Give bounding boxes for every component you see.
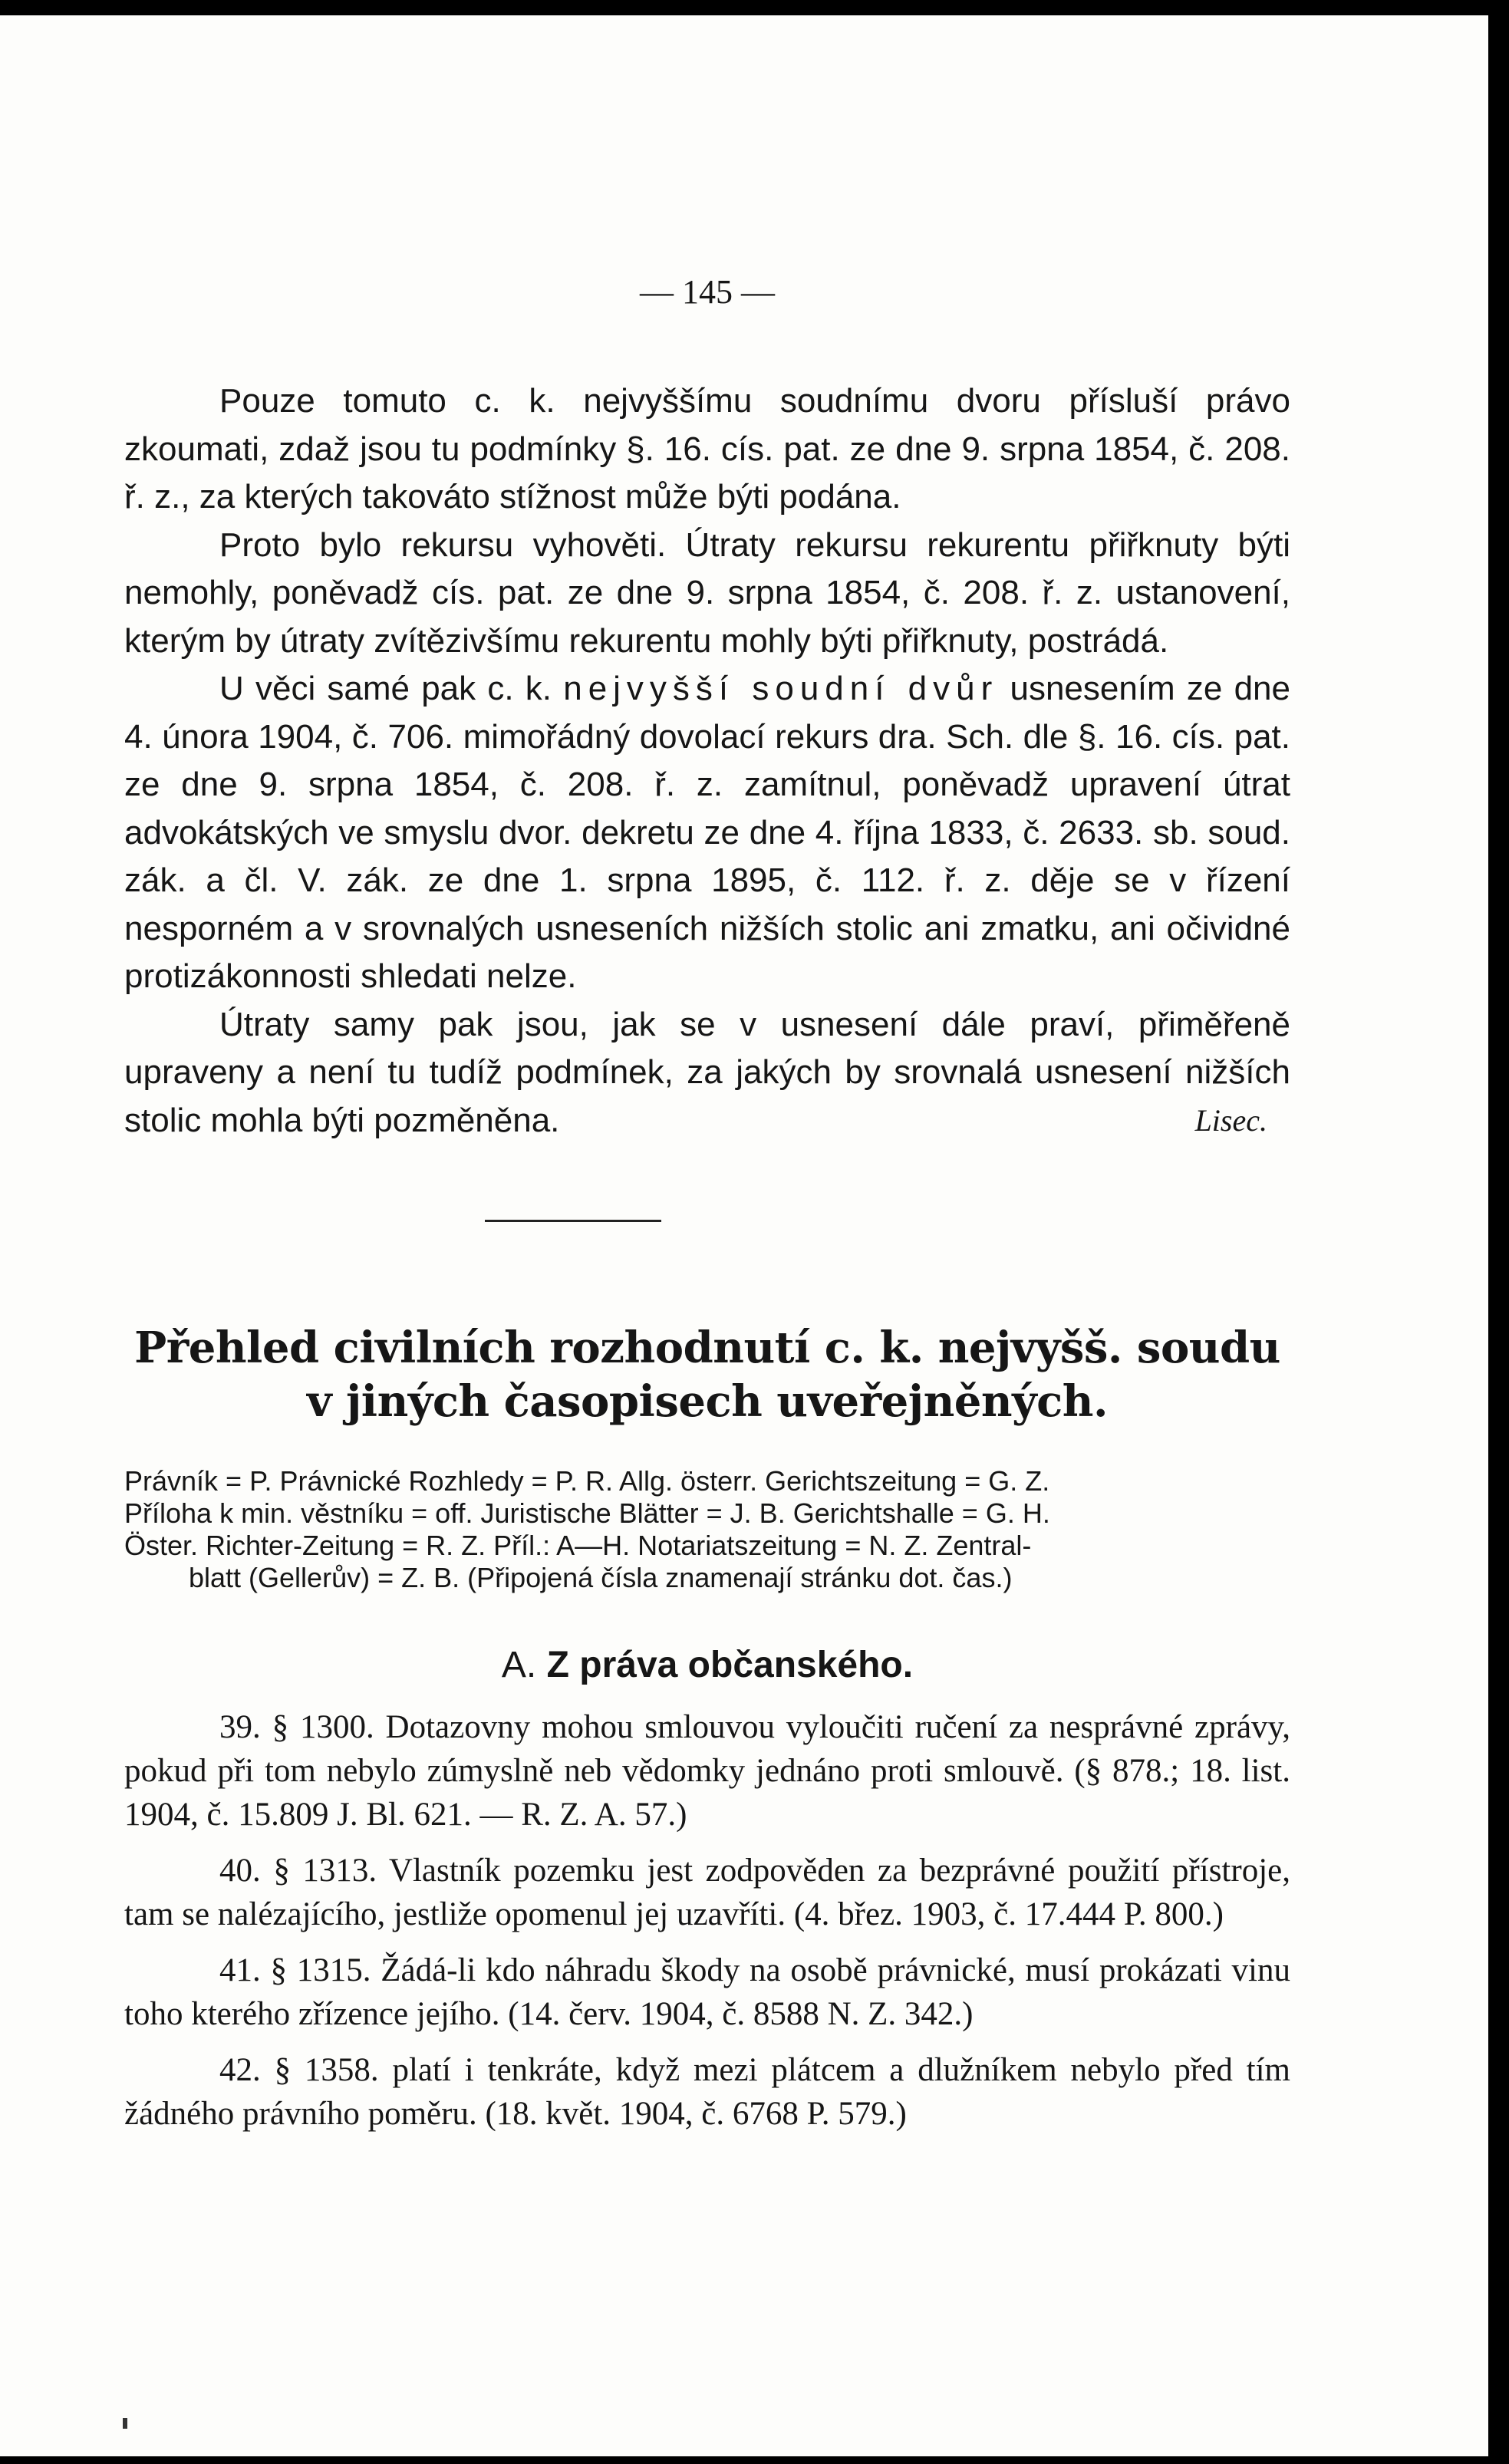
- abbreviation-line-4: blatt (Gellerův) = Z. B. (Připojená čísla znamenají stránku dot. čas.): [189, 1562, 1013, 1593]
- page-number: — 145 —: [640, 273, 775, 311]
- author-signature: Lisec.: [1194, 1102, 1267, 1138]
- entry-41: 41. § 1315. Žádá-li kdo náhradu škody na osobě právnické, musí prokázati vinu toho kterého zřízence jejího. (14. červ. 1904, č. 8588 N. Z. 342.): [124, 1952, 1290, 2032]
- abbreviation-line-3: Öster. Richter-Zeitung = R. Z. Příl.: A—H. Notariatszeitung = N. Z. Zentral-: [124, 1530, 1032, 1561]
- document-page: [0, 15, 1488, 2456]
- paragraph-4: [124, 1001, 1290, 1145]
- paragraph-3: [124, 665, 1290, 1001]
- decision-entries: [124, 1705, 1290, 2148]
- abbreviation-line-2: Příloha k min. věstníku = off. Juristische Blätter = J. B. Gerichtshalle = G. H.: [124, 1497, 1050, 1529]
- paragraph-3-rest: usnesením ze dne 4. února 1904, č. 706. mimořádný dovolací rekurs dra. Sch. dle §. 16. cís. pat. ze dne 9. srpna 1854, č. 208. ř. z. zamítnul, poněvadž upravení útrat advokátských ve smyslu dvor. dekretu ze dne 4. října 1833, č. 2633. sb. soud. zák. a čl. V. zák. ze dne 1. srpna 1895, č. 112. ř. z. děje se v řízení nesporném a v srovnalých usneseních nižších stolic ani zmatku, ani očividné protizákonnosti shledati nelze.: [124, 670, 1290, 995]
- paragraph-4-text: Útraty samy pak jsou, jak se v usnesení dále praví, přiměřeně upraveny a není tu tudíž podmínek, za jakých by srovnalá usnesení nižších stolic mohla býti pozměněna.: [124, 1005, 1290, 1139]
- section-heading: [124, 1321, 1290, 1428]
- entry-39: 39. § 1300. Dotazovny mohou smlouvou vyloučiti ručení za nesprávné zprávy, pokud při tom nebylo zúmyslně neb vědomky jednáno proti smlouvě. (§ 878.; 18. list. 1904, č. 15.809 J. Bl. 621. — R. Z. A. 57.): [124, 1709, 1290, 1833]
- decision-text: [124, 377, 1290, 1145]
- court-name-spaced: nejvyšší soudní dvůr: [563, 670, 999, 707]
- entry-40: 40. § 1313. Vlastník pozemku jest zodpověden za bezprávné použití přístroje, tam se nalézajícího, jestliže opomenul jej uzavříti. (4. břez. 1903, č. 17.444 P. 800.): [124, 1853, 1290, 1932]
- print-speck: [123, 2418, 127, 2429]
- abbreviation-legend: [124, 1465, 1290, 1594]
- heading-line-1: Přehled civilních rozhodnutí c. k. nejvyšš. soudu: [134, 1323, 1280, 1373]
- paragraph-3-start: U věci samé pak c. k.: [219, 670, 552, 707]
- heading-line-2: v jiných časopisech uveřejněných.: [307, 1376, 1108, 1427]
- paragraph-2: Proto bylo rekursu vyhověti. Útraty rekursu rekurentu přiřknuty býti nemohly, poněvadž cís. pat. ze dne 9. srpna 1854, č. 208. ř. z. ustanovení, kterým by útraty zvítězivšímu rekurentu mohly býti přiřknuty, postrádá.: [124, 525, 1290, 660]
- subsection-title: Z práva občanského.: [546, 1645, 914, 1685]
- subsection-heading: [124, 1644, 1290, 1686]
- section-divider: [485, 1220, 661, 1222]
- abbreviation-line-1: Právník = P. Právnické Rozhledy = P. R. Allg. österr. Gerichtszeitung = G. Z.: [124, 1465, 1050, 1497]
- paragraph-1: Pouze tomuto c. k. nejvyššímu soudnímu dvoru přísluší právo zkoumati, zdaž jsou tu podmínky §. 16. cís. pat. ze dne 9. srpna 1854, č. 208. ř. z., za kterých takováto stížnost může býti podána.: [124, 382, 1290, 516]
- subsection-prefix: A.: [501, 1645, 537, 1685]
- entry-42: 42. § 1358. platí i tenkráte, když mezi plátcem a dlužníkem nebylo před tím žádného právního poměru. (18. květ. 1904, č. 6768 P. 579.): [124, 2052, 1290, 2132]
